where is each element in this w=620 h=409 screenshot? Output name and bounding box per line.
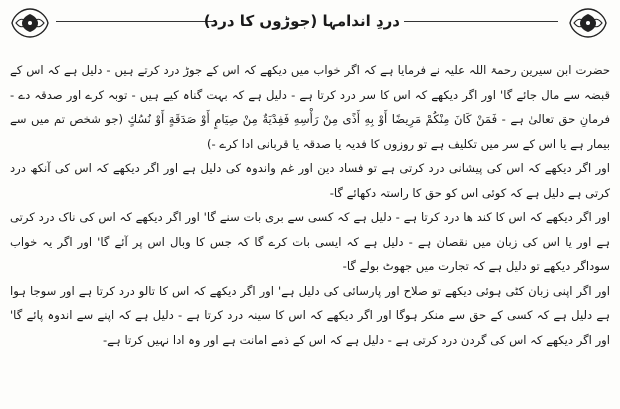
- header-rule-left: [56, 21, 216, 22]
- paragraph-4: اور اگر اپنی زبان کٹی ہوئی دیکھے تو صلاح اور پارسائی کی دلیل ہے' اور اگر دیکھے کہ اس کا تالو درد کرتا ہے اور سوجا ہوا ہے دلیل ہے کہ کسی کے حق سے منکر ہوگا اور اگر دیکھے کہ اس کا سینہ درد کرتا ہے - دلیل ہے کہ اپنے سے اندوہ پائے گا' اور اگر دیکھے کہ اس کی گردن درد کرتی ہے - دلیل ہے کہ اس کے ذمے امانت ہے اور وہ ادا نہیں کرتا ہے-: [10, 283, 610, 347]
- header-rule-right: [404, 21, 558, 22]
- ornament-left-icon: [8, 6, 52, 40]
- ornament-right-icon: [566, 6, 610, 40]
- header: [0, 0, 620, 44]
- paragraph-1: حضرت ابن سیرین رحمۃ اللہ علیہ نے فرمایا ہے کہ اگر خواب میں دیکھے کہ اس کے جوڑ درد کرتے ہیں - دلیل ہے کہ اس کے قبضہ سے مال جائے گا' اور اگر دیکھے کہ اس کا سر درد کرتا ہے - دلیل ہے کہ بہت گناہ کیے ہیں - توبہ کرے اور صدقہ دے - فرمانِ حق تعالیٰ ہے - فَمَنْ كَانَ مِنْكُمْ مَرِيضًا أَوْ بِهِ أَذًى مِنْ رَأْسِهِ فَفِدْيَةٌ مِنْ صِيَامٍ أَوْ صَدَقَةٍ أَوْ نُسُكٍ (جو شخص تم میں سے بیمار ہے یا اس کے سر میں تکلیف ہے تو روزوں کا فدیہ یا صدقہ یا قربانی ادا کرے -): [10, 63, 610, 151]
- article-body: [10, 58, 610, 352]
- paragraph-3: اور اگر دیکھے کہ اس کا کند ھا درد کرتا ہے - دلیل ہے کہ کسی سے بری بات سنے گا' اور اگر دیکھے کہ اس کی ناک درد کرتی ہے اور یا اس کی زبان میں نقصان ہے - دلیل ہے کہ ایسی بات کرے گا کہ جس کا وبال اس پر آئے گا' اور اگر یہ خواب سوداگر دیکھے تو دلیل ہے کہ تجارت میں جھوٹ بولے گا-: [10, 210, 610, 273]
- page-title: دردِ اندامہا (جوڑوں کا درد): [203, 12, 400, 30]
- paragraph-2: اور اگر دیکھے کہ اس کی پیشانی درد کرتی ہے تو فساد دین اور غم واندوہ کی دلیل ہے اور اگر دیکھے کہ اس کی آنکھ درد کرتی ہے دلیل ہے کہ کوئی اس کو حق کا راستہ دکھائے گا-: [10, 161, 610, 200]
